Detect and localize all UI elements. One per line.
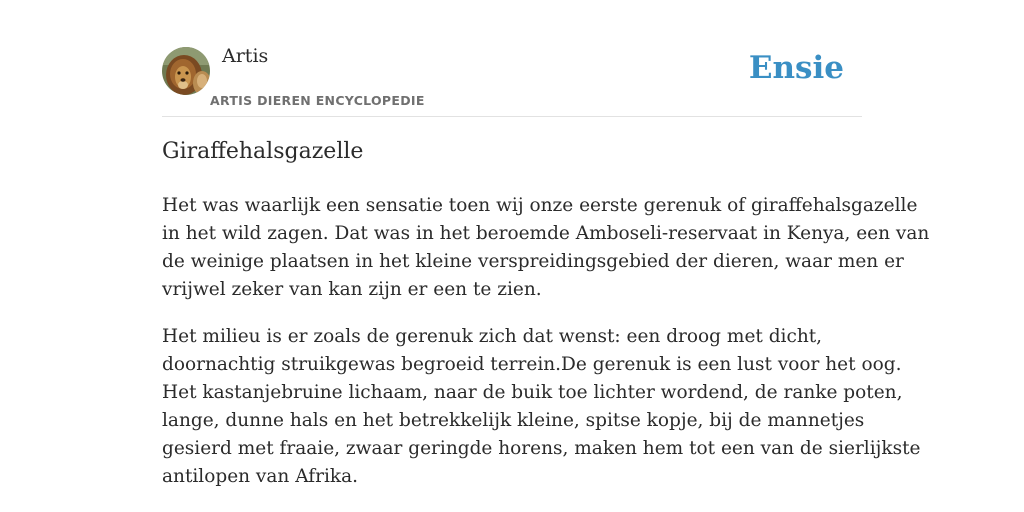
paragraph-line: lange, dunne hals en het betrekkelijk kleine, spitse kopje, bij de mannetjes	[162, 410, 865, 431]
paragraph-line: doornachtig struikgewas begroeid terrein.De gerenuk is een lust voor het oog.	[162, 354, 902, 375]
paragraph-line: vrijwel zeker van kan zijn er een te zien.	[162, 279, 542, 300]
author-name[interactable]: Artis	[222, 45, 269, 67]
article-paragraph	[162, 323, 921, 491]
paragraph-line: in het wild zagen. Dat was in het beroemde Amboseli-reservaat in Kenya, een van	[162, 223, 930, 244]
brand-logo[interactable]: Ensie	[748, 50, 844, 86]
article-paragraph	[162, 192, 930, 304]
paragraph-line: antilopen van Afrika.	[162, 466, 358, 487]
lion-avatar-icon[interactable]	[162, 47, 210, 95]
paragraph-line: Het milieu is er zoals de gerenuk zich dat wenst: een droog met dicht,	[162, 326, 823, 347]
paragraph-line: Het kastanjebruine lichaam, naar de buik toe lichter wordend, de ranke poten,	[162, 382, 903, 403]
article-title: Giraffehalsgazelle	[162, 139, 364, 164]
page-header	[162, 0, 862, 117]
paragraph-line: gesierd met fraaie, zwaar geringde horens, maken hem tot een van de sierlijkste	[162, 438, 921, 459]
paragraph-line: Het was waarlijk een sensatie toen wij onze eerste gerenuk of giraffehalsgazelle	[162, 195, 918, 216]
article-page	[162, 0, 930, 512]
paragraph-line: de weinige plaatsen in het kleine verspreidingsgebied der dieren, waar men er	[162, 251, 904, 272]
source-name[interactable]: ARTIS DIEREN ENCYCLOPEDIE	[210, 93, 425, 108]
